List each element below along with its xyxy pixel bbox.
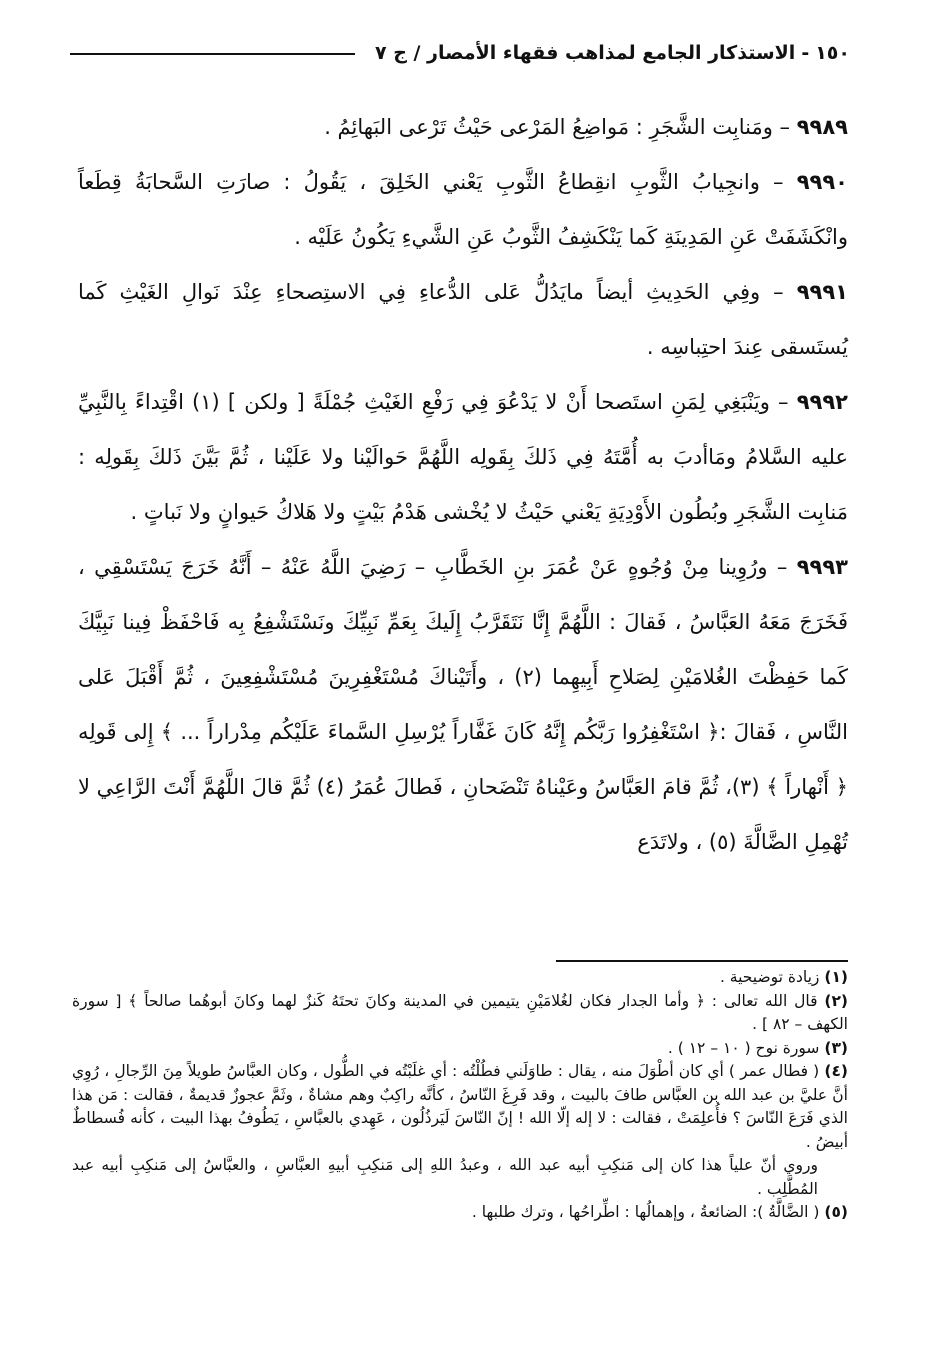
footnote-number: (١): [824, 968, 848, 986]
footnote-text: قال الله تعالى : ﴿ وأما الجدار فكان لغُلامَيْنِ يتيمين في المدينة وكانَ تحتَهُ كَنزٌ لهما وكانَ أبوهُما صالحاً ﴾ [ سورة الكهف – ٨٢ ] .: [72, 991, 848, 1033]
paragraph-number: ٩٩٩٣: [796, 555, 848, 579]
footnote-number: (٤): [824, 1062, 848, 1080]
header-separator: -: [801, 42, 810, 64]
paragraph-text: – ومَنابِت الشَّجَرِ : مَواضِعُ المَرْعى حَيْثُ تَرْعى البَهائِمُ .: [324, 115, 797, 139]
book-title: الاستذكار الجامع لمذاهب فقهاء الأمصار / ج ٧: [374, 42, 796, 64]
footnote-2: [72, 990, 848, 1037]
footnote-text: سورة نوح ( ١٠ – ١٢ ) .: [667, 1038, 825, 1057]
header-rule: [70, 53, 355, 55]
footnote-text: ( الضَّالَّةُ ): الضائعةُ ، وإهمالُها : اطِّراحُها ، وترك طلبها .: [471, 1203, 825, 1221]
footnote-number: (٢): [824, 991, 848, 1010]
footnote-1: [72, 966, 848, 990]
footnote-number: (٣): [824, 1038, 848, 1057]
paragraph-text: – ورُوِينا مِنْ وُجُوهٍ عَنْ عُمَرَ بنِ الخَطَّابِ – رَضِيَ اللَّهُ عَنْهُ – أَنَّهُ خَرَجَ يَسْتَسْقِي ، فَخَرَجَ مَعَهُ العَبَّاسُ ، فَقالَ : اللَّهُمَّ إِنَّا نَتَقَرَّبُ إِلَيكَ بِعَمِّ نَبِيِّكَ ونَسْتَشْفِعُ بِه فَاحْفَظْ فِينا نَبِيَّكَ كَما حَفِظْتَ الغُلامَيْنِ لِصَلاحِ أَبِيهِما (٢) ، وأَتَيْناكَ مُسْتَغْفِرِينَ مُسْتَشْفِعِينَ ، ثُمَّ أَقْبَلَ عَلى النَّاسِ ، فَقالَ :﴿ اسْتَغْفِرُوا رَبَّكُم إِنَّهُ كَانَ غَفَّاراً يُرْسِلِ السَّماءَ عَلَيْكُم مِدْراراً ... ﴾ إِلى قَولِه ﴿ أَنْهاراً ﴾ (٣)، ثُمَّ قامَ العَبَّاسُ وعَيْناهُ تَنْضَحانِ ، فَطالَ عُمَرُ (٤) ثُمَّ قالَ اللَّهُمَّ أَنْتَ الرَّاعِي لا تُهْمِلِ الضَّالَّةَ (٥) ، ولاتَدَع: [78, 555, 848, 854]
paragraph-number: ٩٩٩٢: [796, 390, 848, 414]
footnote-4-continuation: [72, 1154, 848, 1201]
footnote-3: [72, 1037, 848, 1061]
footnotes: [72, 966, 848, 1225]
paragraph-text: – ويَنْبَغِي لِمَنِ استَصحا أَنْ لا يَدْعُوَ فِي رَفْعِ الغَيْثِ جُمْلَةً [ ولكن ] (١) اقْتِداءً بِالنَّبِيِّ عليه السَّلامُ ومَاأدبَ به أُمَّتَهُ فِي ذَلكَ بِقَولِه اللَّهُمَّ حَوالَيْنا ولا عَلَيْنا ، ثُمَّ بَيَّنَ ذَلكَ بِقَولِه : مَنابِت الشَّجَرِ وبُطُون الأَوْدِيَةِ يَعْني حَيْثُ لا يُخْشى هَدْمُ بَيْتٍ ولا هَلاكُ حَيوانٍ ولا نَباتٍ .: [78, 390, 848, 524]
paragraph-9989: [78, 100, 848, 155]
footnote-5: [72, 1201, 848, 1225]
footnote-text: زيادة توضيحية .: [719, 968, 825, 986]
footnote-text: وروي أنّ علياً هذا كان إلى مَنكِبِ أبيه عبد الله ، وعبدُ اللهِ إلى مَنكِبِ أبيهِ العبَّاسِ ، والعبَّاسُ إلى مَنكِبِ أبيه عبد المُطَّلِب .: [72, 1156, 818, 1198]
footnote-text: ( فطال عمر ) أي كان أطْوَلَ منه ، يقال : طاوَلَني فطُلْتُه : أي غلَبْتُه في الطُّول ، وكان العبَّاسُ طويلاً مِنَ الرِّجالِ ، رُوِي أنَّ عليَّ بن عبد الله بن العبَّاس طافَ بالبيت ، وقد فَرِغَ النّاسُ ، كأنَّه راكِبٌ وهم مشاةٌ ، وثَمَّ عجوزٌ قديمةٌ ، فقالت : مَن هذا الذي فَرَعَ النّاسَ ؟ فأُعلِمَتْ ، فقالت : لا إله إلّا الله ! إنّ النّاسَ لَيَرذُلُون ، عَهِدي بالعبَّاسِ ، يَطُوفُ بهذا البيت ، كأنه فُسطاطٌ أبيضُ .: [72, 1062, 848, 1151]
footnote-divider: [556, 960, 848, 962]
paragraph-9990: [78, 155, 848, 265]
paragraph-9993: [78, 540, 848, 870]
main-text: [78, 100, 848, 870]
page-number: ١٥٠: [815, 42, 850, 64]
paragraph-text: – وانجِيابُ الثَّوبِ انقِطاعُ الثَّوبِ يَعْني الخَلِقَ ، يَقُولُ : صارَتِ السَّحابَةُ قِطَعاً وانْكَشَفَتْ عَنِ المَدِينَةِ كَما يَنْكَشِفُ الثَّوبُ عَنِ الشَّيءِ يَكُونُ عَلَيْه .: [78, 170, 848, 249]
footnote-4: [72, 1060, 848, 1154]
running-header: [70, 42, 850, 64]
footnote-number: (٥): [824, 1203, 848, 1221]
paragraph-number: ٩٩٨٩: [796, 115, 848, 139]
paragraph-number: ٩٩٩١: [796, 280, 848, 304]
paragraph-number: ٩٩٩٠: [796, 170, 848, 194]
paragraph-9992: [78, 375, 848, 540]
paragraph-text: – وفِي الحَدِيثِ أيضاً مايَدُلُّ عَلى الدُّعاءِ فِي الاستِصحاءِ عِنْدَ نَوالِ الغَيْثِ كَما يُستَسقى عِندَ احتِباسِه .: [78, 280, 848, 359]
paragraph-9991: [78, 265, 848, 375]
